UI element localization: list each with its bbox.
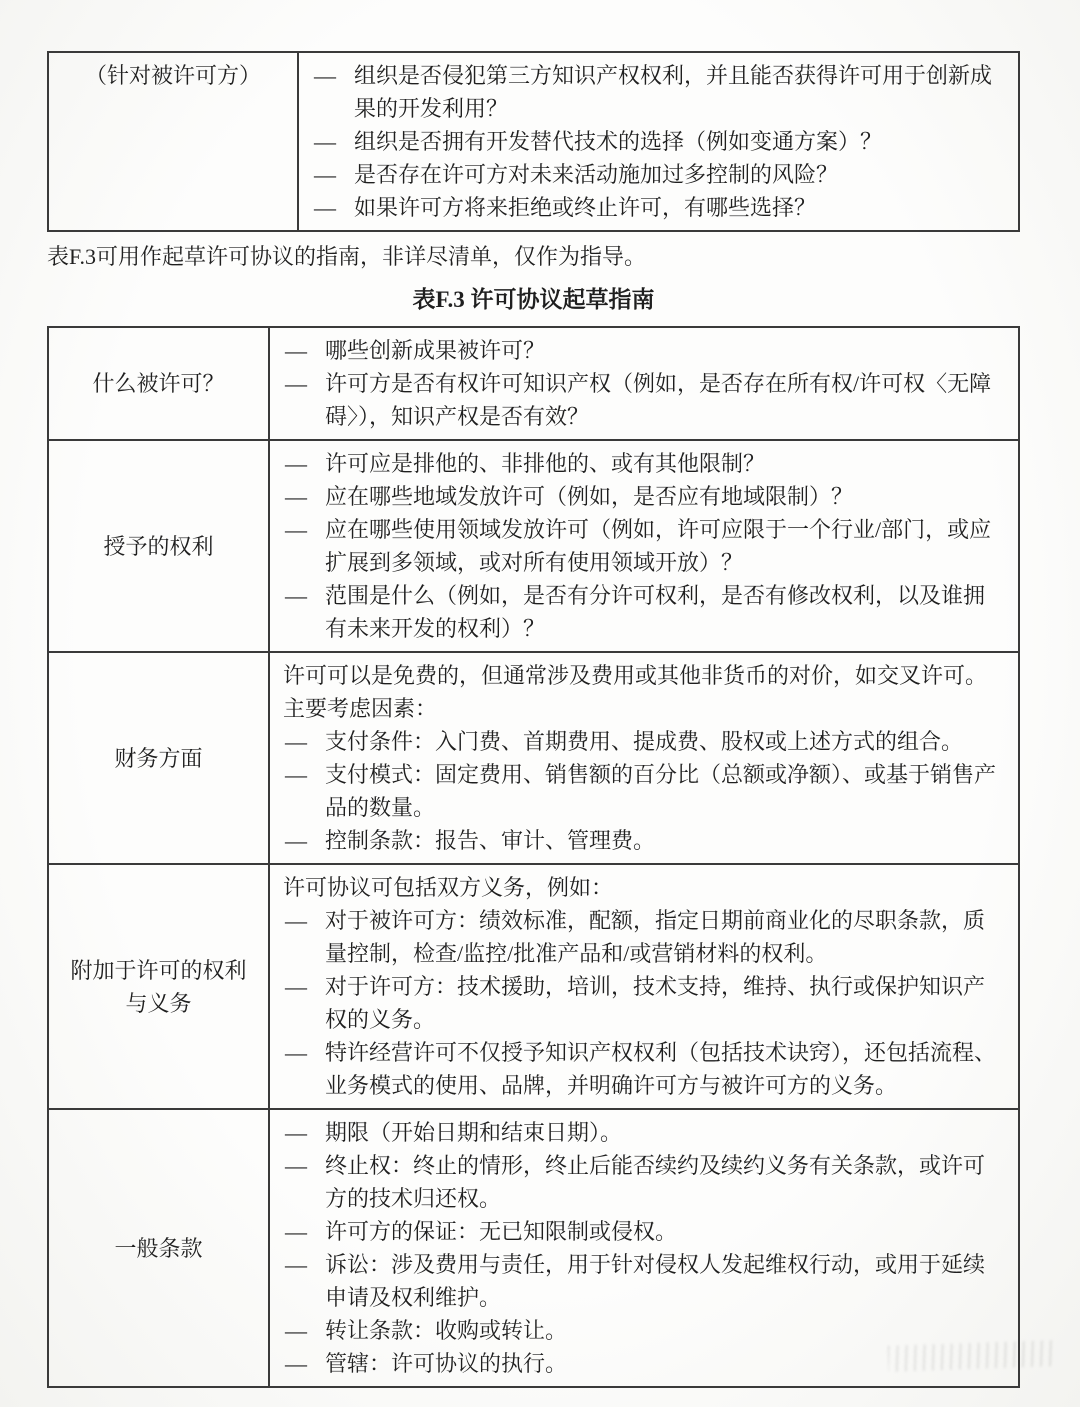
bullet-item xyxy=(283,513,1004,579)
dash-marker: — xyxy=(285,974,307,999)
table-row xyxy=(49,863,1018,1108)
main-table xyxy=(47,326,1020,1388)
bullet-item xyxy=(283,1215,1004,1248)
dash-marker: — xyxy=(285,1252,307,1277)
top-table-row-content xyxy=(299,53,1018,230)
dash-marker: — xyxy=(285,1120,307,1145)
bullet-list xyxy=(312,59,1004,224)
bullet-text: 诉讼：涉及费用与责任，用于针对侵权人发起维权行动，或用于延续申请及权利维护。 xyxy=(325,1252,986,1310)
row-label: 什么被许可？ xyxy=(49,328,270,439)
bullet-text: 许可方的保证：无已知限制或侵权。 xyxy=(325,1219,678,1244)
bullet-text: 终止权：终止的情形，终止后能否续约及续约义务有关条款，或许可方的技术归还权。 xyxy=(325,1153,986,1211)
bullet-item xyxy=(283,367,1004,433)
table-row xyxy=(49,651,1018,863)
paragraph: 许可可以是免费的，但通常涉及费用或其他非货币的对价，如交叉许可。 xyxy=(283,663,988,688)
bullet-text: 转让条款：收购或转让。 xyxy=(325,1318,568,1343)
dash-marker: — xyxy=(285,762,307,787)
row-content xyxy=(270,441,1018,651)
bullet-item xyxy=(283,758,1004,824)
bullet-text: 如果许可方将来拒绝或终止许可，有哪些选择？ xyxy=(354,195,817,220)
bullet-text: 范围是什么（例如，是否有分许可权利，是否有修改权利，以及谁拥有未来开发的权利）？ xyxy=(325,583,986,641)
row-content xyxy=(270,1110,1018,1386)
dash-marker: — xyxy=(285,371,307,396)
dash-marker: — xyxy=(314,195,336,220)
bullet-text: 特许经营许可不仅授予知识产权权利（包括技术诀窍），还包括流程、业务模式的使用、品牌，并明确许可方与被许可方的义务。 xyxy=(325,1040,997,1098)
table-row xyxy=(49,1108,1018,1386)
table-row xyxy=(49,53,1018,230)
bullet-text: 支付条件：入门费、首期费用、提成费、股权或上述方式的组合。 xyxy=(325,729,964,754)
bullet-item xyxy=(283,1347,1004,1380)
bullet-item xyxy=(283,1314,1004,1347)
dash-marker: — xyxy=(285,1318,307,1343)
dash-marker: — xyxy=(285,729,307,754)
bullet-item xyxy=(283,447,1004,480)
dash-marker: — xyxy=(285,338,307,363)
bullet-text: 组织是否拥有开发替代技术的选择（例如变通方案）？ xyxy=(354,129,883,154)
row-content xyxy=(270,653,1018,863)
bullet-item xyxy=(312,158,1004,191)
table-row xyxy=(49,328,1018,439)
bullet-text: 控制条款：报告、审计、管理费。 xyxy=(325,828,656,853)
dash-marker: — xyxy=(314,129,336,154)
bullet-text: 对于许可方：技术援助，培训，技术支持，维持、执行或保护知识产权的义务。 xyxy=(325,974,986,1032)
row-label: 一般条款 xyxy=(49,1110,270,1386)
bullet-text: 哪些创新成果被许可？ xyxy=(325,338,546,363)
table-row xyxy=(49,439,1018,651)
row-label: 授予的权利 xyxy=(49,441,270,651)
dash-marker: — xyxy=(314,162,336,187)
top-table xyxy=(47,51,1020,232)
bullet-item xyxy=(283,1248,1004,1314)
bullet-item xyxy=(283,1149,1004,1215)
bullet-text: 组织是否侵犯第三方知识产权权利，并且能否获得许可用于创新成果的开发利用？ xyxy=(354,63,993,121)
table-title: 表F.3 许可协议起草指南 xyxy=(412,287,655,312)
bullet-text: 是否存在许可方对未来活动施加过多控制的风险？ xyxy=(354,162,839,187)
bullet-item xyxy=(283,970,1004,1036)
bullet-text: 许可方是否有权许可知识产权（例如，是否存在所有权/许可权〈无障碍〉），知识产权是否有效？ xyxy=(325,371,992,429)
table-note: 表F.3可用作起草许可协议的指南，非详尽清单，仅作为指导。 xyxy=(47,244,646,269)
row-content xyxy=(270,328,1018,439)
bullet-text: 应在哪些地域发放许可（例如，是否应有地域限制）？ xyxy=(325,484,854,509)
bullet-item xyxy=(312,191,1004,224)
bullet-text: 支付模式：固定费用、销售额的百分比（总额或净额）、或基于销售产品的数量。 xyxy=(325,762,997,820)
bullet-text: 管辖：许可协议的执行。 xyxy=(325,1351,568,1376)
dash-marker: — xyxy=(285,1351,307,1376)
dash-marker: — xyxy=(285,583,307,608)
bullet-item xyxy=(283,579,1004,645)
bullet-item xyxy=(312,59,1004,125)
bullet-text: 对于被许可方：绩效标准，配额，指定日期前商业化的尽职条款，质量控制，检查/监控/批准产品和/或营销材料的权利。 xyxy=(325,908,986,966)
row-label: 财务方面 xyxy=(49,653,270,863)
dash-marker: — xyxy=(285,484,307,509)
dash-marker: — xyxy=(314,63,336,88)
bullet-item xyxy=(283,1036,1004,1102)
bullet-item xyxy=(283,480,1004,513)
top-table-row-label: （针对被许可方） xyxy=(49,53,299,230)
bullet-item xyxy=(283,725,1004,758)
paragraph: 主要考虑因素： xyxy=(283,696,438,721)
row-label: 附加于许可的权利与义务 xyxy=(49,865,270,1108)
bullet-text: 期限（开始日期和结束日期）。 xyxy=(325,1120,623,1145)
dash-marker: — xyxy=(285,517,307,542)
dash-marker: — xyxy=(285,1219,307,1244)
bullet-item xyxy=(312,125,1004,158)
bullet-text: 应在哪些使用领域发放许可（例如，许可应限于一个行业/部门，或应扩展到多领域，或对所有使用领域开放）？ xyxy=(325,517,992,575)
dash-marker: — xyxy=(285,1040,307,1065)
row-content xyxy=(270,865,1018,1108)
bullet-item xyxy=(283,1116,1004,1149)
bullet-text: 许可应是排他的、非排他的、或有其他限制？ xyxy=(325,451,766,476)
bullet-item xyxy=(283,334,1004,367)
paragraph: 许可协议可包括双方义务，例如： xyxy=(283,875,614,900)
dash-marker: — xyxy=(285,908,307,933)
bullet-item xyxy=(283,824,1004,857)
bullet-item xyxy=(283,904,1004,970)
dash-marker: — xyxy=(285,1153,307,1178)
dash-marker: — xyxy=(285,451,307,476)
dash-marker: — xyxy=(285,828,307,853)
